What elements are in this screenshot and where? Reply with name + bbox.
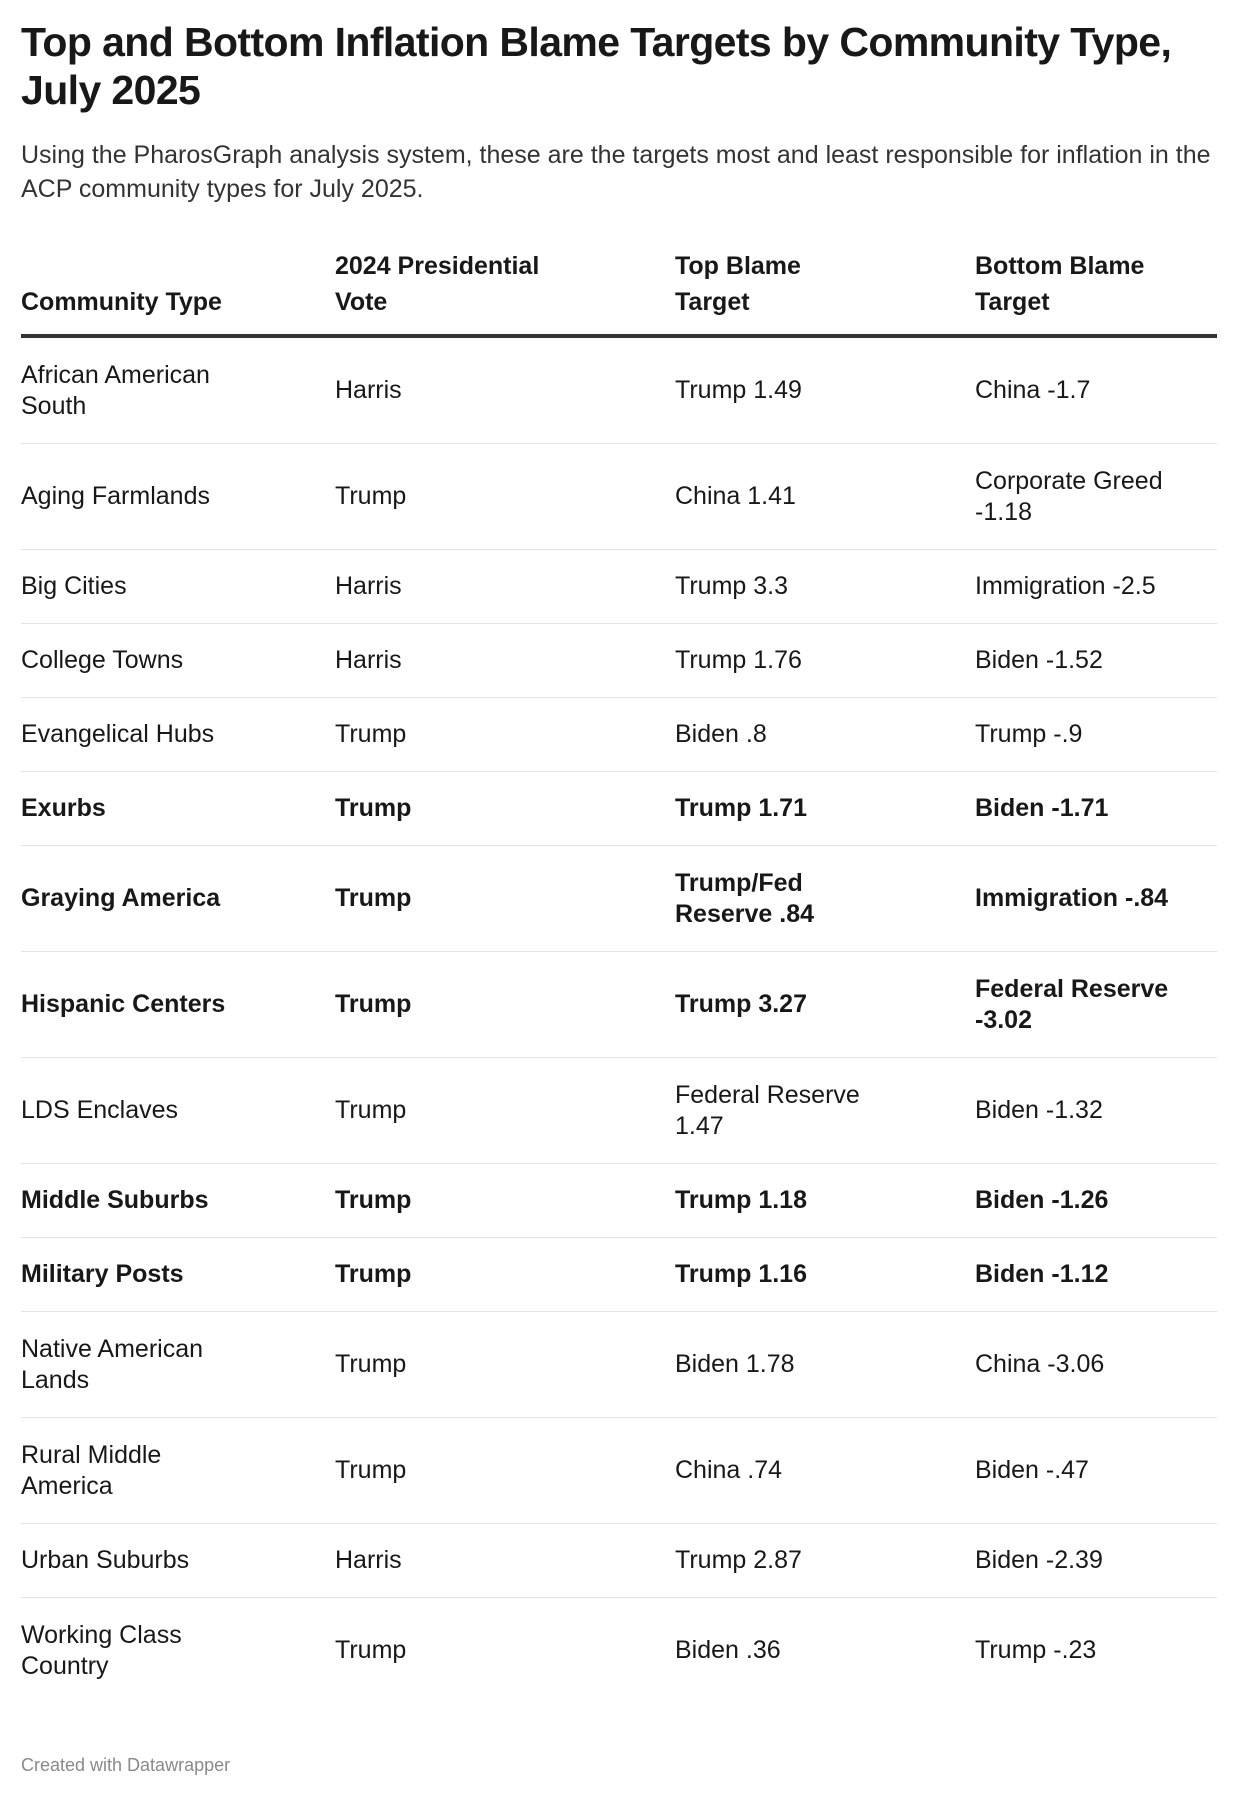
top-blame-target-cell: Trump 1.49 — [675, 336, 975, 444]
top-blame-target-cell: Biden .8 — [675, 698, 975, 772]
table-row — [21, 1238, 1217, 1312]
presidential-vote-cell: Trump — [335, 1636, 407, 1664]
presidential-vote-cell: Harris — [335, 550, 675, 624]
table-row — [21, 846, 1217, 952]
community-type-cell: Hispanic Centers — [21, 952, 335, 1058]
chart-subtitle: Using the PharosGraph analysis system, these are the targets most and least responsible for inflation in the ACP community types for July 2025. — [21, 141, 1211, 203]
presidential-vote-cell: Trump — [335, 1238, 675, 1312]
community-type-cell: Rural Middle America — [21, 1418, 335, 1524]
community-type-cell: Native American Lands — [21, 1312, 335, 1418]
table-row — [21, 1312, 1217, 1418]
table-row — [21, 1524, 1217, 1598]
header-presidential-vote[interactable]: 2024 Presidential Vote — [335, 248, 675, 336]
top-blame-target-cell: Federal Reserve 1.47 — [675, 1058, 975, 1164]
community-type-cell: College Towns — [21, 624, 335, 698]
community-type-cell: Exurbs — [21, 772, 335, 846]
bottom-blame-target-cell: Biden -1.32 — [975, 1058, 1217, 1164]
bottom-blame-target-cell: Trump -.23 — [975, 1636, 1097, 1664]
datawrapper-credit[interactable]: Created with Datawrapper — [21, 1755, 231, 1775]
community-type-cell: Urban Suburbs — [21, 1524, 335, 1598]
bottom-blame-target-cell: Corporate Greed -1.18 — [975, 444, 1217, 550]
presidential-vote-cell: Trump — [335, 772, 675, 846]
chart-title: Top and Bottom Inflation Blame Targets by Community Type, July 2025 — [21, 19, 1172, 113]
top-blame-target-cell: Trump 2.87 — [675, 1524, 975, 1598]
community-type-cell: LDS Enclaves — [21, 1058, 335, 1164]
bottom-blame-target-cell: Immigration -.84 — [975, 846, 1217, 952]
top-blame-target-cell: Trump/Fed Reserve .84 — [675, 846, 975, 952]
presidential-vote-cell: Trump — [335, 1418, 675, 1524]
bottom-blame-target-cell: Biden -1.52 — [975, 624, 1217, 698]
table-row — [21, 444, 1217, 550]
presidential-vote-cell: Trump — [335, 1164, 675, 1238]
presidential-vote-cell: Trump — [335, 846, 675, 952]
top-blame-target-cell: Trump 1.18 — [675, 1164, 975, 1238]
presidential-vote-cell: Trump — [335, 698, 675, 772]
community-type-cell: Military Posts — [21, 1238, 335, 1312]
community-type-cell: Big Cities — [21, 550, 335, 624]
presidential-vote-cell: Trump — [335, 1312, 675, 1418]
table-row — [21, 1058, 1217, 1164]
bottom-blame-target-cell: Biden -1.71 — [975, 772, 1217, 846]
table-row — [21, 1418, 1217, 1524]
blame-targets-table — [21, 248, 1217, 1703]
header-top-blame-target[interactable]: Top Blame Target — [675, 248, 975, 336]
top-blame-target-cell: Biden .36 — [675, 1636, 781, 1664]
presidential-vote-cell: Trump — [335, 1058, 675, 1164]
community-type-cell: Middle Suburbs — [21, 1164, 335, 1238]
bottom-blame-target-cell: Federal Reserve -3.02 — [975, 952, 1217, 1058]
top-blame-target-cell: Trump 3.3 — [675, 550, 975, 624]
table-header-row — [21, 248, 1217, 336]
bottom-blame-target-cell: China -3.06 — [975, 1312, 1217, 1418]
presidential-vote-cell: Harris — [335, 624, 675, 698]
top-blame-target-cell: China 1.41 — [675, 444, 975, 550]
top-blame-target-cell: Trump 3.27 — [675, 952, 975, 1058]
bottom-blame-target-cell: Trump -.9 — [975, 698, 1217, 772]
presidential-vote-cell: Harris — [335, 1524, 675, 1598]
community-type-cell: Working Class Country — [21, 1620, 182, 1680]
table-row — [21, 624, 1217, 698]
top-blame-target-cell: China .74 — [675, 1418, 975, 1524]
bottom-blame-target-cell: Biden -1.12 — [975, 1238, 1217, 1312]
community-type-cell: Aging Farmlands — [21, 444, 335, 550]
presidential-vote-cell: Trump — [335, 952, 675, 1058]
table-row — [21, 698, 1217, 772]
bottom-blame-target-cell: Biden -1.26 — [975, 1164, 1217, 1238]
top-blame-target-cell: Trump 1.71 — [675, 772, 975, 846]
bottom-blame-target-cell: Immigration -2.5 — [975, 550, 1217, 624]
table-row — [21, 1164, 1217, 1238]
table-row — [21, 336, 1217, 444]
presidential-vote-cell: Trump — [335, 444, 675, 550]
table-row — [21, 952, 1217, 1058]
table-row — [21, 550, 1217, 624]
community-type-cell: Evangelical Hubs — [21, 698, 335, 772]
top-blame-target-cell: Biden 1.78 — [675, 1312, 975, 1418]
table-row — [21, 772, 1217, 846]
community-type-cell: African American South — [21, 336, 335, 444]
bottom-blame-target-cell: Biden -.47 — [975, 1418, 1217, 1524]
presidential-vote-cell: Harris — [335, 336, 675, 444]
community-type-cell: Graying America — [21, 846, 335, 952]
table-row — [21, 1598, 1217, 1704]
top-blame-target-cell: Trump 1.16 — [675, 1238, 975, 1312]
top-blame-target-cell: Trump 1.76 — [675, 624, 975, 698]
header-community-type[interactable]: Community Type — [21, 248, 335, 336]
header-bottom-blame-target[interactable]: Bottom Blame Target — [975, 248, 1217, 336]
bottom-blame-target-cell: Biden -2.39 — [975, 1524, 1217, 1598]
bottom-blame-target-cell: China -1.7 — [975, 336, 1217, 444]
